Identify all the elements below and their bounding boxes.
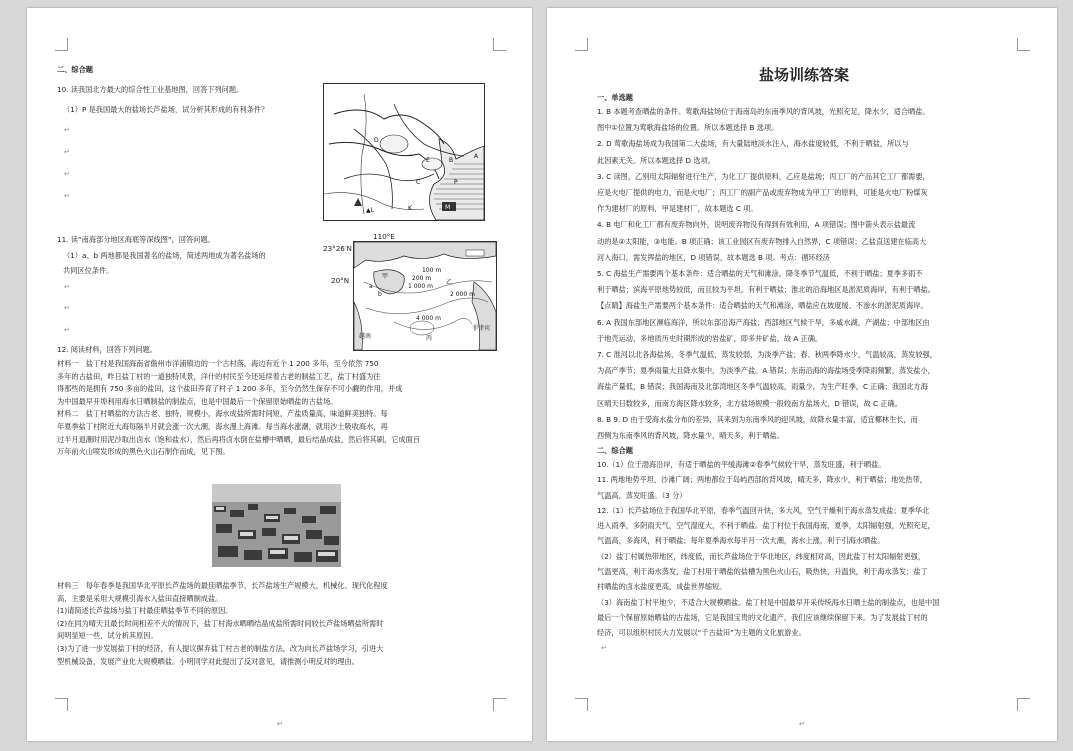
map1-drawing	[324, 84, 484, 220]
map2-depth: 4 000 m	[416, 315, 441, 322]
map2-mark: 乙	[446, 279, 453, 286]
industrial-base-map	[323, 83, 485, 221]
answer2-line: 气温高，多海风，利于晒盐；每年夏季海水每半月一次大潮，海水上涨，利于引海水晒盐。	[597, 536, 885, 546]
answer-line: 8. B 9. D 由于受海水盐分布的差异，其来到为东南季风的迎风坡，故降水量丰富，适宜椰林生长，而	[597, 414, 918, 424]
material1-line: 多年的古盐田，昨日盐丁村的一道独特风景，洋什的村民至今还延续着古老的制盐工艺，盐丁村盛为往	[57, 371, 381, 381]
answer-line: 河入海口，需发挥盐的地区，D 项错误，故本题选 B 项。考点：循环经济	[597, 252, 830, 262]
answer-line: 4. B 电厂和化工厂都有废弃物向外，说明废弃物没有得到有效利用，A 项错误；图中箭头表示盐最流	[597, 220, 916, 230]
map2-frame	[353, 241, 497, 351]
material3-block	[57, 580, 497, 668]
material1-line: 材料一 盐丁村是我国海南省儋州市洋浦镇边的一个古村落，海边有近个 1 200 多年，至今依然 750	[57, 359, 379, 368]
material3-line: 材料三 每年春季是我国华北平原长芦盐场的最佳晒盐季节，长芦盐场生产规模大，机械化、现代化程度	[57, 581, 388, 590]
q12-sub3-line1: (3)为了进一步发展盐丁村的经济，有人提议摒弃盐丁村古老的制盐方法，改为向长芦盐场学习，引进大	[57, 643, 384, 653]
answer2-line: 村晒盐的卤水盐度更高，成盐世界缩短。	[597, 582, 727, 592]
answer-line: 此因素无关。所以本题选择 D 选项。	[597, 155, 715, 165]
answer-line: 图中①位置为莺歌海盐场的位置。所以本题选择 B 选项。	[597, 123, 779, 133]
map2-depth: 1 000 m	[408, 283, 433, 290]
answer-line: 应是火电厂提供的电力，而是火电厂；丙工厂的副产品或废弃物成为甲工厂的原料，可能是火电厂粉煤灰	[597, 188, 928, 198]
answer-line: 西侧为东南季风的背风坡，降水量少，晴天多，利于晒盐。	[597, 431, 784, 441]
paragraph-mark: ↵	[277, 720, 283, 728]
salt-field-photo	[212, 484, 341, 567]
paragraph-mark: ↵	[64, 304, 70, 312]
material1-block	[57, 358, 497, 459]
q11-prompt: 11. 读“南海部分地区海底等深线图”，回答问题。	[57, 235, 215, 244]
answer-line: 作为建材厂的原料，甲是建材厂，故本题选 C 项。	[597, 204, 758, 214]
answer-line: 【点睛】海盐生产需要两个基本条件：适合晒盐的天气和滩涂，晒盐应在坡度缓、不渗水的淤泥质海岸。	[597, 301, 928, 311]
map1-legend: ▲L	[366, 207, 374, 214]
paragraph-mark: ↵	[64, 283, 70, 291]
map1-label: E	[426, 157, 430, 164]
map2-mark: b	[378, 291, 382, 298]
answer-line: 于地壳运动，多地质历史时期形成的岩盐矿，即多井矿盐，故 A 正确。	[597, 333, 823, 343]
page-title: 盐场训练答案	[759, 66, 850, 84]
q11-sub1-line1: （1）a、b 两地都是我国著名的盐场，简述两地成为著名盐场的	[63, 251, 266, 260]
material2-line: 年夏季盐丁村附近大海每隔半月就会涨一次大潮，海水漫上海滩。每当海水涨潮，就用沙土吸收海水，再	[57, 421, 388, 431]
answer-line: 1. B 本题考查晒盐的条件。莺歌海盐场位于海南岛的东南季风的背风坡，光照充足，降水少，适合晒盐。	[597, 107, 930, 116]
answer-line: 6. A 我国东部地区濒临海洋，所以东部沿海产海盐；西部地区气候干旱，多咸水湖，产湖盐；中部地区由	[597, 317, 930, 327]
answer-line: 区晴天日数较多，而南方海区降水较多，北方盐场规模一般较南方盐场大，D 错误，故 C 正确。	[597, 398, 902, 408]
crop-mark	[1017, 698, 1030, 711]
answers-block	[597, 104, 1037, 444]
answer-line: 动的是②太阳能，③电能。B 项正确；该工业园区有废弃物排入自然界，C 项错误；乙盐直送建在临高大	[597, 236, 927, 246]
map2-mark: a	[369, 283, 373, 290]
paragraph-mark: ↵	[64, 148, 70, 156]
answer-line: 3. C 读图，乙别用太阳辐射进行生产，为化工厂提供原料，乙应是盐场；丙工厂的产品其它工厂都需要，	[597, 171, 930, 181]
map2-lat-top: 23°26′N	[323, 244, 352, 253]
map1-label: P	[454, 179, 458, 186]
material2-line: 过半月退潮时用泥沙取出卤水（饱和盐水），然后再将卤水倒在盐槽中晒晒，最后结晶成盐，然后将其刷，它成面百	[57, 434, 420, 444]
q12-sub1: (1)请简述长芦盐场与盐丁村最佳晒盐季节不同的原因。	[57, 606, 233, 616]
map2-place: 菲律宾	[472, 325, 491, 332]
map2-lon: 110°E	[373, 232, 395, 241]
answer-line: 利于晒盐；滨海平原地势较低，而且较为平坦，有利于晒盐；淮北的沿海地区是淤泥质海岸，有利于晒盐。	[597, 285, 935, 295]
answer-line: 为高产季节；夏季雨量大且降水集中，为淡季产盐。A 错误；东南沿海的海盐场受季降雨频繁，蒸发盐小，	[597, 366, 935, 376]
answer2-line: 气温更高，利于海水蒸发，盐丁村用于晒盐的盐槽为黑色火山石，吸热快，升温快，利于海水蒸发；盐丁	[597, 567, 928, 577]
q12-sub2-line1: (2)在同为晴天且最长时间相差不大的情况下，盐丁村海水晒晒结晶成盐所需时间较长芦盐场晒盐所需时	[57, 618, 384, 628]
paragraph-mark: ↵	[601, 644, 607, 652]
crop-mark	[55, 698, 68, 711]
map1-label: B	[449, 157, 454, 164]
map2-depth: 2 000 m	[450, 291, 475, 298]
answer2-line: 进入雨季，多阴雨天气，空气湿度大，不利于晒盐。盐丁村位于我国海南，夏季，太阳辐射强，光照充足，	[597, 521, 935, 531]
map2-place: 越南	[359, 333, 372, 340]
map2-lat-mid: 20°N	[331, 276, 350, 285]
south-china-sea-depth-map	[323, 232, 499, 350]
section-heading: 一、单选题	[597, 93, 633, 102]
material2-line: 万年前火山喷发形成的黑色火山石制作而成，见下图。	[57, 447, 230, 457]
q10-prompt: 10. 读我国北方最大的综合性工业基地图，回答下列问题。	[57, 85, 244, 94]
material1-line: 得那些的是拥有 750 多亩的盐田，这个盐田养育了村子 1 200 多年，至今仍然生保存不可小觑的作用，并成	[57, 384, 403, 394]
map1-label: A	[474, 153, 479, 160]
section-heading: 二、综合题	[597, 446, 633, 455]
paragraph-mark: ↵	[64, 326, 70, 334]
material3-line: 高，主要是采用大规模引海水入盐田直接晒制成盐。	[57, 593, 223, 603]
answer2-line: 10.（1）位于渤海沿岸，有适于晒盐的平缓海滩②春季气候较干旱，蒸发旺盛，利于晒盐。	[597, 460, 886, 469]
crop-mark	[1017, 38, 1030, 51]
q12-sub3-line2: 型机械设备，发展产业化大规模晒盐。小明同学对此提出了反对意见，请推测小明反对的理由。	[57, 656, 359, 666]
paragraph-mark: ↵	[64, 192, 70, 200]
map2-mark: 丙	[426, 335, 433, 342]
crop-mark	[493, 698, 506, 711]
left-page	[27, 8, 532, 741]
paragraph-mark: ↵	[64, 126, 70, 134]
map1-label: M	[445, 204, 451, 211]
answer2-line: 气温高，蒸发旺盛。（3 分）	[597, 490, 687, 500]
answers2-block	[597, 457, 1037, 641]
answer-line: 5. C 海盐生产需要两个基本条件：适合晒盐的天气和滩涂。降冬季节气温低，不利于晒盐；夏季多雨不	[597, 269, 923, 279]
q12-prompt: 12. 阅读材料，回答下列问题。	[57, 345, 157, 354]
answer2-line: 12.（1）长芦盐场位于我国华北平原，春季气温回升快，多大风，空气干燥利于海水蒸发成盐；夏季华北	[597, 505, 930, 515]
q12-sub2-line2: 间明显短一些，试分析其原因。	[57, 631, 158, 641]
answer-line: 海盐产量低，B 错误；我国海南及北部湾地区冬季气温较高，雨量少，为生产旺季，C 正确；我国北方海	[597, 382, 928, 392]
answer2-line: 经济，可以组织村民大力发展以“千古盐田”为主题的文化旅游业。	[597, 628, 806, 638]
crop-mark	[55, 38, 68, 51]
map1-label: K	[408, 205, 412, 212]
answer-line: 2. D 莺歌海盐场成为我国第二大盐场，有大量陆地淡水注入，海水盐度较低，不利于晒盐，所以与	[597, 139, 909, 149]
crop-mark	[575, 698, 588, 711]
map1-label: D	[374, 137, 379, 144]
section-heading: 二、综合题	[57, 65, 93, 74]
answer2-line: （2）盐丁村属热带地区，纬度低，而长芦盐场位于华北地区，纬度相对高，因此盐丁村太阳辐射更强，	[597, 551, 926, 561]
map2-depth: 200 m	[412, 275, 432, 282]
answer2-line: 最后一个保留原始晒盐的古盐场，它是我国宝贵的文化遗产，我们应该继续保留下来。为了发展盐丁村的	[597, 612, 928, 622]
map2-depth: 100 m	[422, 267, 442, 274]
crop-mark	[493, 38, 506, 51]
map1-label: C	[416, 179, 421, 186]
q11-sub1-line2: 共同区位条件。	[63, 266, 114, 275]
map2-mark: 甲	[382, 273, 389, 280]
crop-mark	[575, 38, 588, 51]
paragraph-mark: ↵	[64, 170, 70, 178]
material2-line: 材料二 盐丁村晒盐的方法古老、独特，规模小，海水成盐所需时间短，产盐质量高，味道鲜美独特。每	[57, 409, 388, 419]
answer2-line: 11. 两地地势平坦，沙滩广阔；两地都位于岛屿西部的背风坡，晴天多，降水少，利于晒盐；地处热带，	[597, 475, 927, 485]
right-page	[547, 8, 1057, 741]
material1-line: 为中国最早开埠利用海水日晒制盐的制盐点，也是中国最后一个保留原始晒盐的古盐场。	[57, 396, 338, 406]
answer2-line: （3）海南盐丁村平地少，不适合大规模晒盐。盐丁村是中国最早开采传统海水日晒土盐的制盐点，也是中国	[597, 597, 940, 607]
paragraph-mark: ↵	[799, 720, 805, 728]
q10-sub1: （1）P 是我国最大的盐场长芦盐场，试分析其形成的有利条件？	[63, 105, 269, 114]
answer-line: 7. C 淮河以北各海盐场，冬季气温低，蒸发较弱，为淡季产盐；春、秋两季降水少，气温较高，蒸发较强，	[597, 350, 937, 360]
map2-drawing	[354, 242, 496, 350]
